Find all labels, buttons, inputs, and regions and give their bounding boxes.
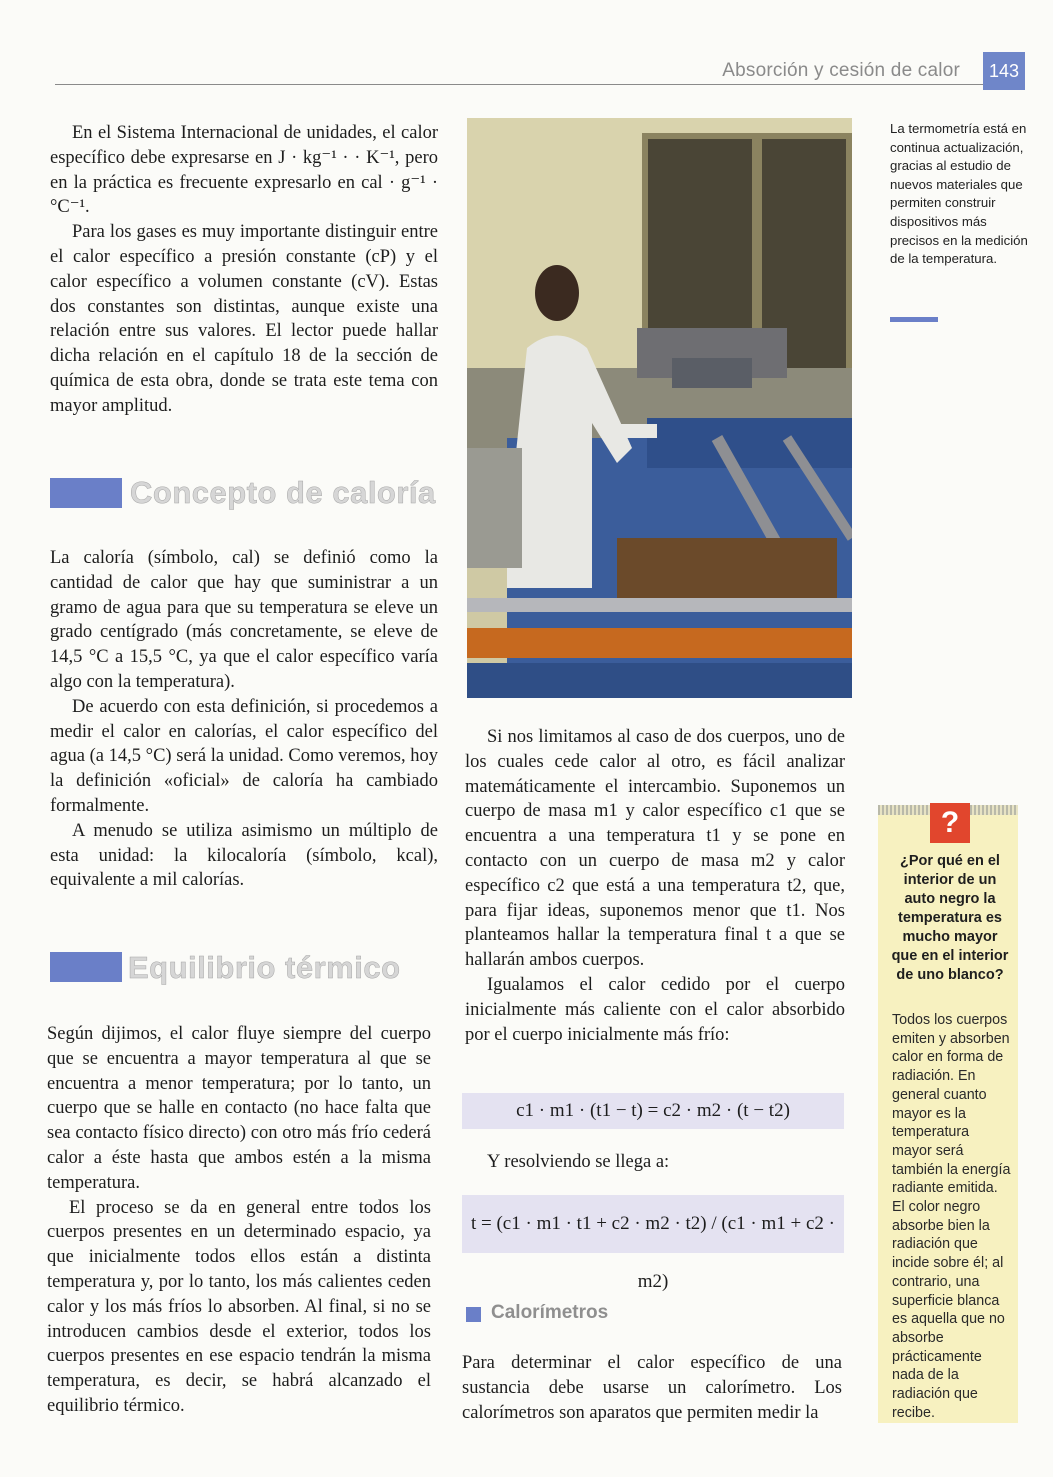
side-note-rule <box>890 317 938 322</box>
section-title-equilibrio: Equilibrio térmico <box>128 950 401 985</box>
subsection-marker <box>466 1307 481 1322</box>
laboratory-photo <box>467 118 852 698</box>
side-note: La termometría está en continua actualización, gracias al estudio de nuevos materiales que permiten construir dispositivos más precisos en la medición de la temperatura. <box>890 121 1028 267</box>
caloria-paragraph-1: La caloría (símbolo, cal) se definió como la cantidad de calor que hay que suministrar a un gramo de agua para que su temperatura se eleve un grado centígrado (más concretamente, se eleve de 14,5 °C a 15,5 °C, ya que el calor específico varía algo con la temperatura). <box>50 548 438 692</box>
caloria-paragraph-2: De acuerdo con esta definición, si procedemos a medir el calor en calorías, el calor específico del agua (a 14,5 °C) será la unidad. Como veremos, hoy la definición «oficial» de caloría ha cambiado formalmente. <box>50 696 438 816</box>
two-bodies-paragraph: Si nos limitamos al caso de dos cuerpos, uno de los cuales cede calor al otro, es fácil analizar matemáticamente el intercambio. Suponemos un cuerpo de masa m1 y calor específico c1 que se encuentra a una temperatura t1 y se pone en contacto con un cuerpo de masa m2 y calor específico c2 que está a una temperatura t2, que, para fijar ideas, suponemos menor que t1. Nos planteamos hallar la temperatura final t a que se hallarán ambos cuerpos. <box>465 727 845 971</box>
heat-balance-formula-text: c1 · m1 · (t1 − t) = c2 · m2 · (t − t2) <box>516 1100 790 1121</box>
question-box-question: ¿Por qué en el interior de un auto negro la temperatura es mucho mayor que en el interior de uno blanco? <box>891 853 1009 983</box>
heat-balance-formula <box>462 1093 844 1129</box>
question-mark-icon: ? <box>930 803 970 843</box>
intro-paragraph-2: Para los gases es muy importante distinguir entre el calor específico a presión constante (cP) y el calor específico a volumen constante (cV). Estas dos constantes son distintas, aunque existe una relación entre sus valores. El lector puede hallar dicha relación en el capítulo 18 de la sección de química de esta obra, donde se trata este tema con mayor amplitud. <box>50 222 438 416</box>
subsection-title-calorimetros: Calorímetros <box>491 1302 609 1323</box>
question-box-answer: Todos los cuerpos emiten y absorben calor en forma de radiación. En general cuanto mayor es la temperatura mayor será también la energía radiante emitida. El color negro absorbe bien la radiación que incide sobre él; al contrario, una superficie blanca es aquella que no absorbe prácticamente nada de la radiación que recibe. <box>892 1012 1011 1421</box>
equilibrio-paragraph-1: Según dijimos, el calor fluye siempre del cuerpo que se encuentra a mayor temperatura al que se encuentra a menor temperatura; por lo tanto, un cuerpo que se halle en contacto (no hace falta que sea contacto físico directo) con otro más frío cederá calor a éste hasta que ambos estén a la misma temperatura. <box>47 1024 431 1193</box>
page-number: 143 <box>983 52 1025 90</box>
laboratory-illustration <box>467 118 852 698</box>
section-marker-bar <box>50 952 122 982</box>
solving-text: Y resolviendo se llega a: <box>487 1152 670 1172</box>
right-column-text <box>465 725 845 1047</box>
section-title-caloria: Concepto de caloría <box>130 475 436 510</box>
calorimetros-paragraph: Para determinar el calor específico de una sustancia debe usarse un calorímetro. Los calorímetros son aparatos que permiten medir la <box>462 1353 842 1423</box>
final-temperature-formula <box>462 1195 844 1292</box>
intro-paragraph-1: En el Sistema Internacional de unidades, el calor específico debe expresarse en J · kg⁻¹ · · K⁻¹, pero en la práctica es frecuente expresarlo en cal · g⁻¹ · °C⁻¹. <box>50 123 438 218</box>
section-marker-bar <box>50 478 122 508</box>
equilibrio-paragraph-2: El proceso se da en general entre todos los cuerpos presentes en un determinado espacio, ya que inicialmente todos ellos están a distinta temperatura y, por lo tanto, los más calientes ceden calor y los más fríos lo absorben. Al final, si no se introducen cambios desde el exterior, todos los cuerpos presentes en ese espacio tendrán la misma temperatura, es decir, se habrá alcanzado el equilibrio térmico. <box>47 1197 431 1416</box>
equate-heat-paragraph: Igualamos el calor cedido por el cuerpo inicialmente más caliente con el calor absorbido por el cuerpo inicialmente más frío: <box>465 974 845 1045</box>
section-equilibrio-body <box>47 1022 431 1419</box>
final-temperature-formula-text: t = (c1 · m1 · t1 + c2 · m2 · t2) / (c1 · m1 + c2 · m2) <box>470 1213 836 1292</box>
header-rule <box>55 84 995 85</box>
intro-block <box>50 121 438 419</box>
section-caloria-body <box>50 546 438 893</box>
running-header: Absorción y cesión de calor <box>722 60 960 81</box>
caloria-paragraph-3: A menudo se utiliza asimismo un múltiplo de esta unidad: la kilocaloría (símbolo, kcal), equivalente a mil calorías. <box>50 820 438 891</box>
